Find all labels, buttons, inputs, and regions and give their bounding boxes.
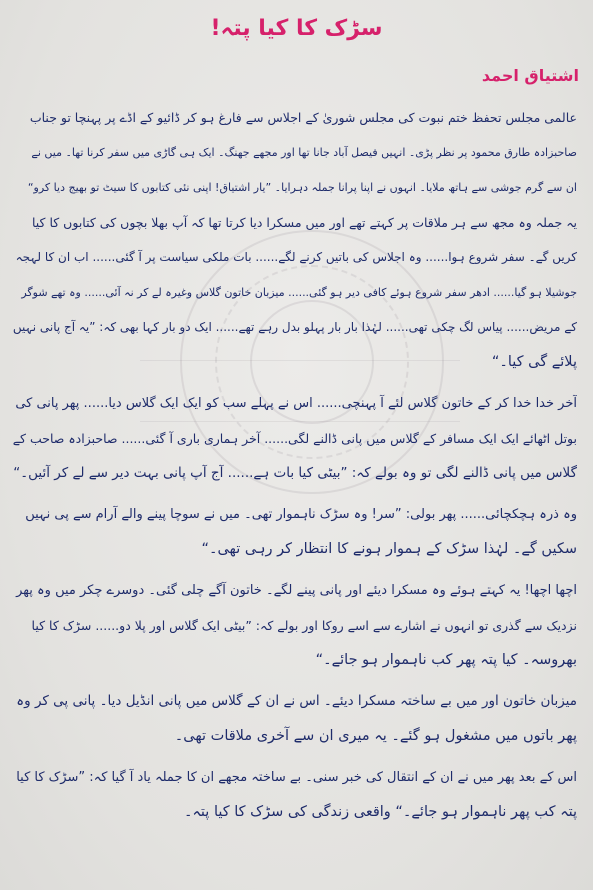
text-line: آخر خدا خدا کر کے خاتون گلاس لئے آ پہنچی...... اس نے پہلے سب کو ایک ایک گلاس دیا...... پھر پانی کی [15,396,577,411]
paragraph [12,100,577,380]
text-line: پھر باتوں میں مشغول ہو گئے۔ یہ میری ان سے آخری ملاقات تھی۔ [174,728,577,744]
text-line: پلائے گی کیا۔“ [491,354,577,370]
text-line: سکیں گے۔ لہٰذا سڑک کے ہموار ہونے کا انتظار کر رہی تھی۔“ [201,541,577,557]
paragraph [12,760,577,830]
text-line: یہ جملہ وہ مجھ سے ہر ملاقات پر کہتے تھے اور میں مسکرا دیا کرتا تھا کہ آپ بھلا بچوں کی کتابوں کا کیا [31,215,577,230]
text-line: کے مریض...... پیاس لگ چکی تھی...... لہٰذا بار بار پہلو بدل رہے تھے...... ایک دو بار کہا بھی کہ: ”یہ آج پانی نہیں [12,320,577,334]
text-line: پتہ کب پھر ناہموار ہو جائے۔“ واقعی زندگی کی سڑک کا کیا پتہ۔ [183,804,577,820]
author-name: اشتیاق احمد [481,66,579,85]
text-line: گلاس میں پانی ڈالنے لگی تو وہ بولے کہ: ”بیٹی کیا بات ہے...... آج آپ پانی بہت دیر سے لے کر آئیں۔“ [13,465,577,481]
paragraph [12,573,577,678]
text-line: جوشیلا ہو گیا...... ادھر سفر شروع ہوئے کافی دیر ہو گئی...... میزبان خاتون گلاس وغیرہ لے کر نہ آئی...... وہ تھے شوگر [21,286,577,299]
text-line: بھروسہ۔ کیا پتہ پھر کب ناہموار ہو جائے۔“ [315,652,577,668]
article-title: سڑک کا کیا پتہ! [210,16,383,41]
text-line: ان سے گرم جوشی سے ہاتھ ملایا۔ انہوں نے اپنا پرانا جملہ دہرایا۔ ”یار اشتیاق! اپنی نئی کتابوں کا سیٹ تو بھیج دیا کرو“ [27,181,577,194]
paragraph [12,386,577,491]
text-line: وہ ذرہ ہچکچائی...... پھر بولی: ”سر! وہ سڑک ناہموار تھی۔ میں نے سوچا پینے والے آرام سے پی نہیں [25,507,577,522]
article-body [12,100,577,836]
text-line: بوتل اٹھائے ایک ایک مسافر کے گلاس میں پانی ڈالنے لگی...... آخر ہماری باری آ گئی...... صاحبزادہ صاحب کے [12,431,577,446]
text-line: اس کے بعد پھر میں نے ان کے انتقال کی خبر سنی۔ بے ساختہ مجھے ان کا جملہ یاد آ گیا کہ: ”سڑک کا کیا [16,770,577,785]
text-line: میزبان خاتون اور میں بے ساختہ مسکرا دیئے۔ اس نے ان کے گلاس میں پانی انڈیل دیا۔ پانی پی کر وہ [16,693,577,709]
text-line: نزدیک سے گذری تو انہوں نے اشارے سے اسے روکا اور بولے کہ: ”بیٹی ایک گلاس اور پلا دو...... سڑک کا کیا [31,618,577,633]
text-line: عالمی مجلس تحفظ ختم نبوت کی مجلس شوریٰ کے اجلاس سے فارغ ہو کر ڈائیو کے اڈے پر پہنچا تو جناب [29,110,577,125]
paragraph [12,684,577,754]
text-line: کریں گے۔ سفر شروع ہوا...... وہ اجلاس کی باتیں کرنے لگے...... بات ملکی سیاست پر آ گئی...... اب ان کا لہجہ [15,250,577,264]
paragraph [12,497,577,567]
text-line: صاحبزادہ طارق محمود پر نظر پڑی۔ انہیں فیصل آباد جانا تھا اور مجھے جھنگ۔ ایک ہی گاڑی میں سفر کرنا تھا۔ میں نے [31,146,577,159]
text-line: اچھا اچھا! یہ کہتے ہوئے وہ مسکرا دیئے اور پانی پینے لگے۔ خاتون آگے چلی گئی۔ دوسرے چکر میں وہ پھر [16,583,577,598]
